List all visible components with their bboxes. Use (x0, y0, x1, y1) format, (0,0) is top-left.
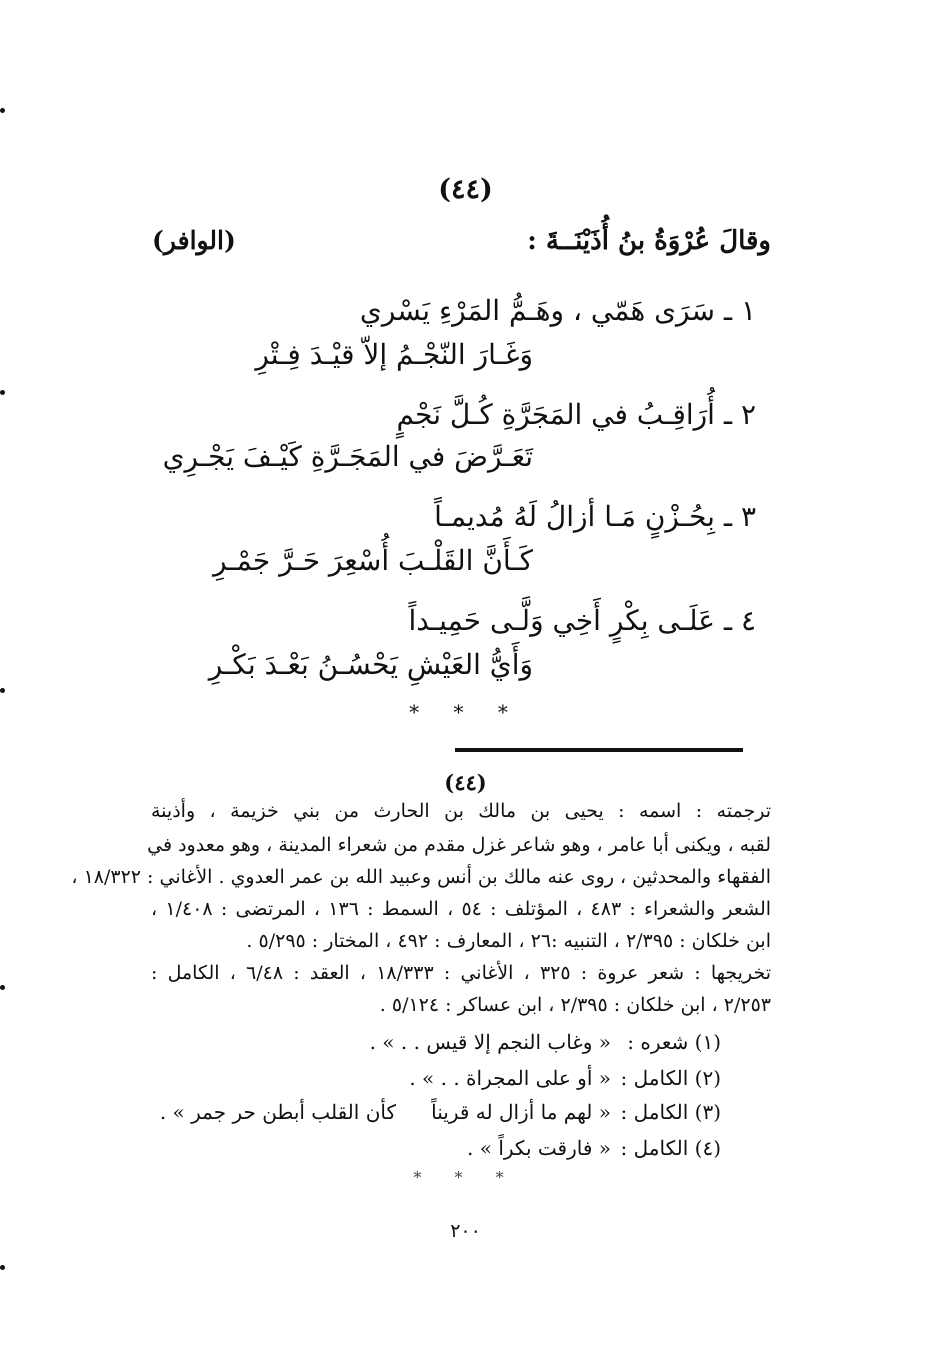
variant-text-second-hemistich: كأن القلب أبطن حر جمر » . (159, 1100, 396, 1124)
poem-number: (٤٤) (438, 174, 493, 205)
verse-second-hemistich: كَـأَنَّ القَلْـبَ أُسْعِرَ حَـرَّ جَمْـرِ (213, 544, 533, 577)
verse-first-hemistich: ٤ ـ عَلَـى بِكْرٍ أَخِي وَلَّـى حَمِيـداً (408, 604, 756, 637)
margin-mark (0, 985, 5, 990)
verse-second-hemistich: تَعَـرَّضَ في المَجَـرَّةِ كَيْـفَ يَجْـرِي (162, 440, 533, 473)
footnote-biography-line: الشعر والشعراء : ٤٨٣ ، المؤتلف : ٥٤ ، السمط : ١٣٦ ، المرتضى : ١/٤٠٨ ، (151, 898, 772, 920)
footnote-takhrij-line: ٢/٢٥٣ ، ابن خلكان : ٢/٣٩٥ ، ابن عساكر : ٥/١٢٤ . (379, 994, 771, 1016)
footnote-biography-line: ترجمته : اسمه : يحيى بن مالك بن الحارث من بني خزيمة ، وأذينة (151, 800, 771, 822)
variant-text: « لهم ما أزال له قريناً (431, 1100, 611, 1124)
variant-text: « فارقت بكراً » . (467, 1136, 611, 1160)
verse-first-hemistich: ٣ ـ بِحُـزْنٍ مَـا أزالُ لَهُ مُديمـاً (434, 500, 756, 533)
verse-first-hemistich: ٢ ـ أُرَاقِـبُ في المَجَرَّةِ كُـلَّ نَجْمٍ (396, 398, 756, 431)
poem-intro: وقالَ عُرْوَةُ بنُ أُذَيْنَــةَ : (527, 226, 771, 256)
variant-text: « أو على المجراة . . » . (409, 1066, 611, 1090)
margin-mark (0, 1265, 5, 1270)
variant-source: (١) شعره : (627, 1030, 721, 1054)
footnote-rule (455, 748, 743, 752)
poem-meter: (الوافر) (152, 226, 236, 255)
section-separator: * * * (409, 700, 522, 724)
footnote-takhrij-line: تخريجها : شعر عروة : ٣٢٥ ، الأغاني : ١٨/٣٣٣ ، العقد : ٦/٤٨ ، الكامل : (151, 962, 771, 984)
variant-text: « وغاب النجم إلا قيس . . » . (369, 1030, 611, 1054)
verse-first-hemistich: ١ ـ سَرَى هَمّي ، وهَـمُّ المَرْءِ يَسْري (359, 294, 756, 327)
verse-second-hemistich: وَأَيُّ العَيْشِ يَحْسُـنُ بَعْـدَ بَكْـرِ (208, 648, 533, 681)
footnote-separator: * * * (413, 1168, 518, 1187)
footnote-biography-line: الفقهاء والمحدثين ، روى عنه مالك بن أنس وعبيد الله بن عمر العدوي . الأغاني : ١٨/٣٢٢ ، (71, 866, 771, 888)
margin-mark (0, 390, 5, 395)
variant-source: (٢) الكامل : (620, 1066, 721, 1090)
margin-mark (0, 108, 5, 113)
margin-mark (0, 688, 5, 693)
footnote-number: (٤٤) (444, 770, 487, 795)
footnote-biography-line: ابن خلكان : ٢/٣٩٥ ، التنبيه :٢٦ ، المعارف : ٤٩٢ ، المختار : ٥/٢٩٥ . (246, 930, 771, 952)
variant-source: (٣) الكامل : (620, 1100, 721, 1124)
verse-second-hemistich: وَغَـارَ النّجْـمُ إلاّ قيْـدَ فِـتْرِ (255, 338, 533, 371)
variant-source: (٤) الكامل : (620, 1136, 721, 1160)
footnote-biography-line: لقبه ، ويكنى أبا عامر ، وهو شاعر غزل مقدم من شعراء المدينة ، وهو معدود في (147, 834, 771, 856)
page-number: ٢٠٠ (450, 1220, 481, 1242)
